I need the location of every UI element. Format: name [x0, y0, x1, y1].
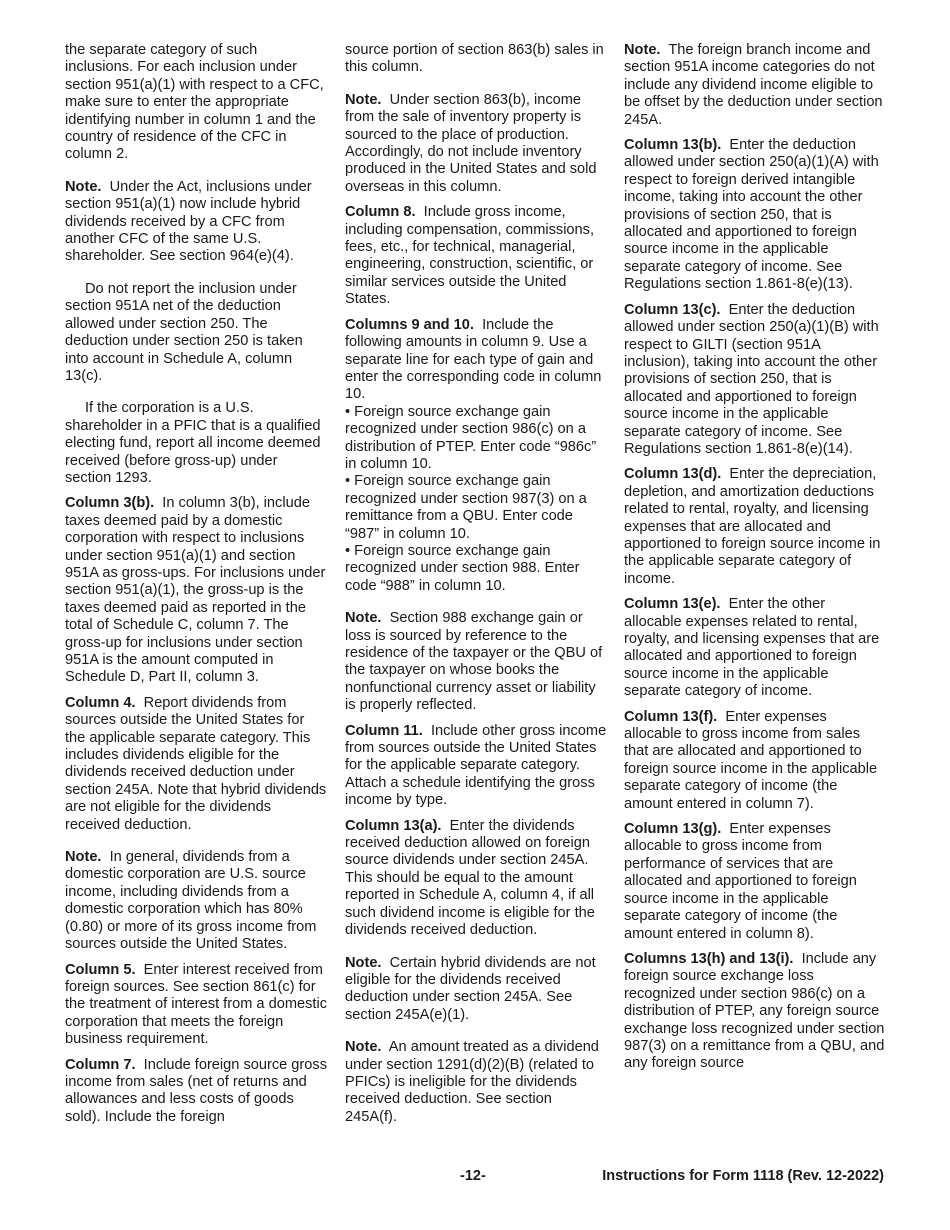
columns-9-10-paragraph: Columns 9 and 10. Include the following amounts in column 9. Use a separate line for each type of gain and enter the corresponding code in column 10. [345, 316, 602, 403]
note-paragraph: Note. The foreign branch income and section 951A income categories do not include any dividend income eligible to be offset by the deduction under section 245A. [624, 42, 883, 128]
column-7-paragraph: Column 7. Include foreign source gross income from sales (net of returns and allowances and less costs of goods sold). Include the foreign [65, 1056, 327, 1125]
columns-13h-13i-paragraph: Columns 13(h) and 13(i). Include any foreign source exchange loss recognized under section 986(c) on a distribution of PTEP, any foreign source exchange loss recognized under section 987(3) on a remittance from a QBU, and any foreign source [624, 950, 885, 1072]
paragraph-heading: Column 5. [65, 961, 136, 978]
note-paragraph: Note. Under the Act, inclusions under section 951(a)(1) now include hybrid dividends received by a CFC from another CFC of the same U.S. shareholder. See section 964(e)(4). [65, 178, 312, 265]
page-number: -12- [460, 1168, 486, 1184]
paragraph-heading: Column 3(b). [65, 495, 155, 512]
bullet-item: • Foreign source exchange gain recognized under section 986(c) on a distribution of PTEP. Enter code “986c” in column 10. [345, 403, 597, 472]
note-paragraph: Note. In general, dividends from a domestic corporation are U.S. source income, including dividends from a domestic corporation which has 80% (0.80) or more of its gross income from sources outside the United States. [65, 849, 317, 953]
column-13a-paragraph: Column 13(a). Enter the dividends received deduction allowed on foreign source dividends under section 245A. This should be equal to the amount reported in Schedule A, column 4, if all such dividend income is eligible for the dividends received deduction. [345, 817, 595, 939]
column-4-paragraph: Column 4. Report dividends from sources outside the United States for the applicable separate category. This includes dividends eligible for the dividends received deduction under section 245A. Note that hybrid dividends are not eligible for the dividends received deduction. [65, 694, 327, 833]
note-paragraph: Note. Section 988 exchange gain or loss is sourced by reference to the residence of the taxpayer or the QBU of the taxpayer on whose books the nonfunctional currency asset or liability is properly reflected. [345, 610, 603, 714]
paragraph-heading: Columns 9 and 10. [345, 316, 474, 333]
paragraph-heading: Column 7. [65, 1056, 136, 1073]
note-paragraph: Note. An amount treated as a dividend under section 1291(d)(2)(B) (related to PFICs) is ineligible for the dividends received deduction. See section 245A(f). [345, 1039, 599, 1125]
text-column-1 [65, 42, 327, 1141]
paragraph-heading: Column 13(a). [345, 817, 442, 834]
paragraph-heading: Column 13(g). [624, 821, 722, 838]
bullet-icon: • [345, 542, 351, 559]
paragraph: source portion of section 863(b) sales in this column. [345, 42, 604, 76]
paragraph: Do not report the inclusion under section 951A net of the deduction allowed under section 250. The deduction under section 250 is taken into account in Schedule A, column 13(c). [65, 280, 303, 384]
note-paragraph: Note. Under section 863(b), income from the sale of inventory property is sourced to the place of production. Accordingly, do not include inventory produced in the United States and sold overseas in this column. [345, 91, 597, 195]
column-13f-paragraph: Column 13(f). Enter expenses allocable to gross income from sales that are allocated and apportioned to foreign source income in the applicable separate category of income (the amount entered in column 7). [624, 708, 878, 812]
paragraph-heading: Column 13(b). [624, 137, 722, 154]
paragraph-heading: Column 13(c). [624, 301, 721, 318]
paragraph-heading: Column 8. [345, 204, 416, 221]
paragraph-heading: Note. [624, 42, 661, 58]
paragraph: If the corporation is a U.S. shareholder in a PFIC that is a qualified electing fund, report all income deemed received (before gross-up) under section 1293. [65, 400, 321, 486]
paragraph-heading: Note. [345, 1039, 382, 1056]
paragraph-heading: Column 13(d). [624, 466, 722, 483]
paragraph-heading: Note. [345, 91, 382, 108]
bullet-item: • Foreign source exchange gain recognized under section 987(3) on a remittance from a QBU. Enter code “987” in column 10. [345, 473, 587, 542]
page-footer [0, 1168, 950, 1188]
column-13g-paragraph: Column 13(g). Enter expenses allocable to gross income from performance of services that are allocated and apportioned to foreign source income in the applicable separate category of income (the amount entered in column 8). [624, 821, 857, 942]
bullet-icon: • [345, 403, 351, 420]
column-13e-paragraph: Column 13(e). Enter the other allocable expenses related to rental, royalty, and licensing expenses that are allocated and apportioned to foreign source income in the applicable separate category of income. [624, 596, 880, 700]
column-8-paragraph: Column 8. Include gross income, including compensation, commissions, fees, etc., for technical, managerial, engineering, construction, scientific, or similar services outside the United States. [345, 204, 595, 308]
paragraph-heading: Note. [65, 849, 102, 866]
column-5-paragraph: Column 5. Enter interest received from foreign sources. See section 861(c) for the treatment of interest from a domestic corporation that meets the foreign business requirement. [65, 961, 327, 1048]
text-column-3 [624, 42, 886, 1088]
paragraph-heading: Column 4. [65, 694, 136, 711]
text-column-2 [345, 42, 607, 1141]
note-paragraph: Note. Certain hybrid dividends are not eligible for the dividends received deduction under section 245A. See section 245A(e)(1). [345, 954, 596, 1023]
column-13d-paragraph: Column 13(d). Enter the depreciation, depletion, and amortization deductions related to rental, royalty, and licensing expenses that are allocated and apportioned to foreign source income in the applicable separate category of income. [624, 466, 881, 587]
column-11-paragraph: Column 11. Include other gross income from sources outside the United States for the applicable separate category. Attach a schedule identifying the gross income by type. [345, 722, 607, 809]
paragraph-heading: Note. [345, 610, 382, 627]
paragraph-heading: Column 13(e). [624, 596, 721, 613]
column-13c-paragraph: Column 13(c). Enter the deduction allowed under section 250(a)(1)(B) with respect to GILTI (section 951A inclusion), taking into account the other provisions of section 250, that is allocated and apportioned to foreign source income in the applicable separate category of income. See Regulations section 1.861-8(e)(14). [624, 301, 879, 457]
column-3b-paragraph: Column 3(b). In column 3(b), include taxes deemed paid by a domestic corporation with respect to inclusions under section 951(a)(1) and section 951A as gross-ups. For inclusions under section 951(a)(1), the gross-up is the taxes deemed paid as reported in the total of Schedule C, column 7. The gross-up for inclusions under section 951A is the amount computed in Schedule D, Part II, column 3. [65, 495, 326, 686]
paragraph-heading: Columns 13(h) and 13(i). [624, 950, 794, 967]
paragraph-heading: Note. [345, 954, 382, 971]
paragraph: the separate category of such inclusions. For each inclusion under section 951(a)(1) with respect to a CFC, make sure to enter the appropriate identifying number in column 1 and the country of residence of the CFC in column 2. [65, 42, 324, 163]
paragraph-heading: Note. [65, 178, 102, 195]
paragraph-heading: Column 13(f). [624, 708, 718, 725]
paragraph-heading: Column 11. [345, 722, 423, 739]
bullet-icon: • [345, 473, 351, 490]
column-13b-paragraph: Column 13(b). Enter the deduction allowed under section 250(a)(1)(A) with respect to foreign derived intangible income, taking into account the other provisions of section 250, that is allocated and apportioned to foreign source income in the applicable separate category of income. See Regulations section 1.861-8(e)(13). [624, 137, 879, 293]
form-title: Instructions for Form 1118 (Rev. 12-2022) [602, 1168, 884, 1184]
bullet-item: • Foreign source exchange gain recognized under section 988. Enter code “988” in column 10. [345, 542, 580, 594]
